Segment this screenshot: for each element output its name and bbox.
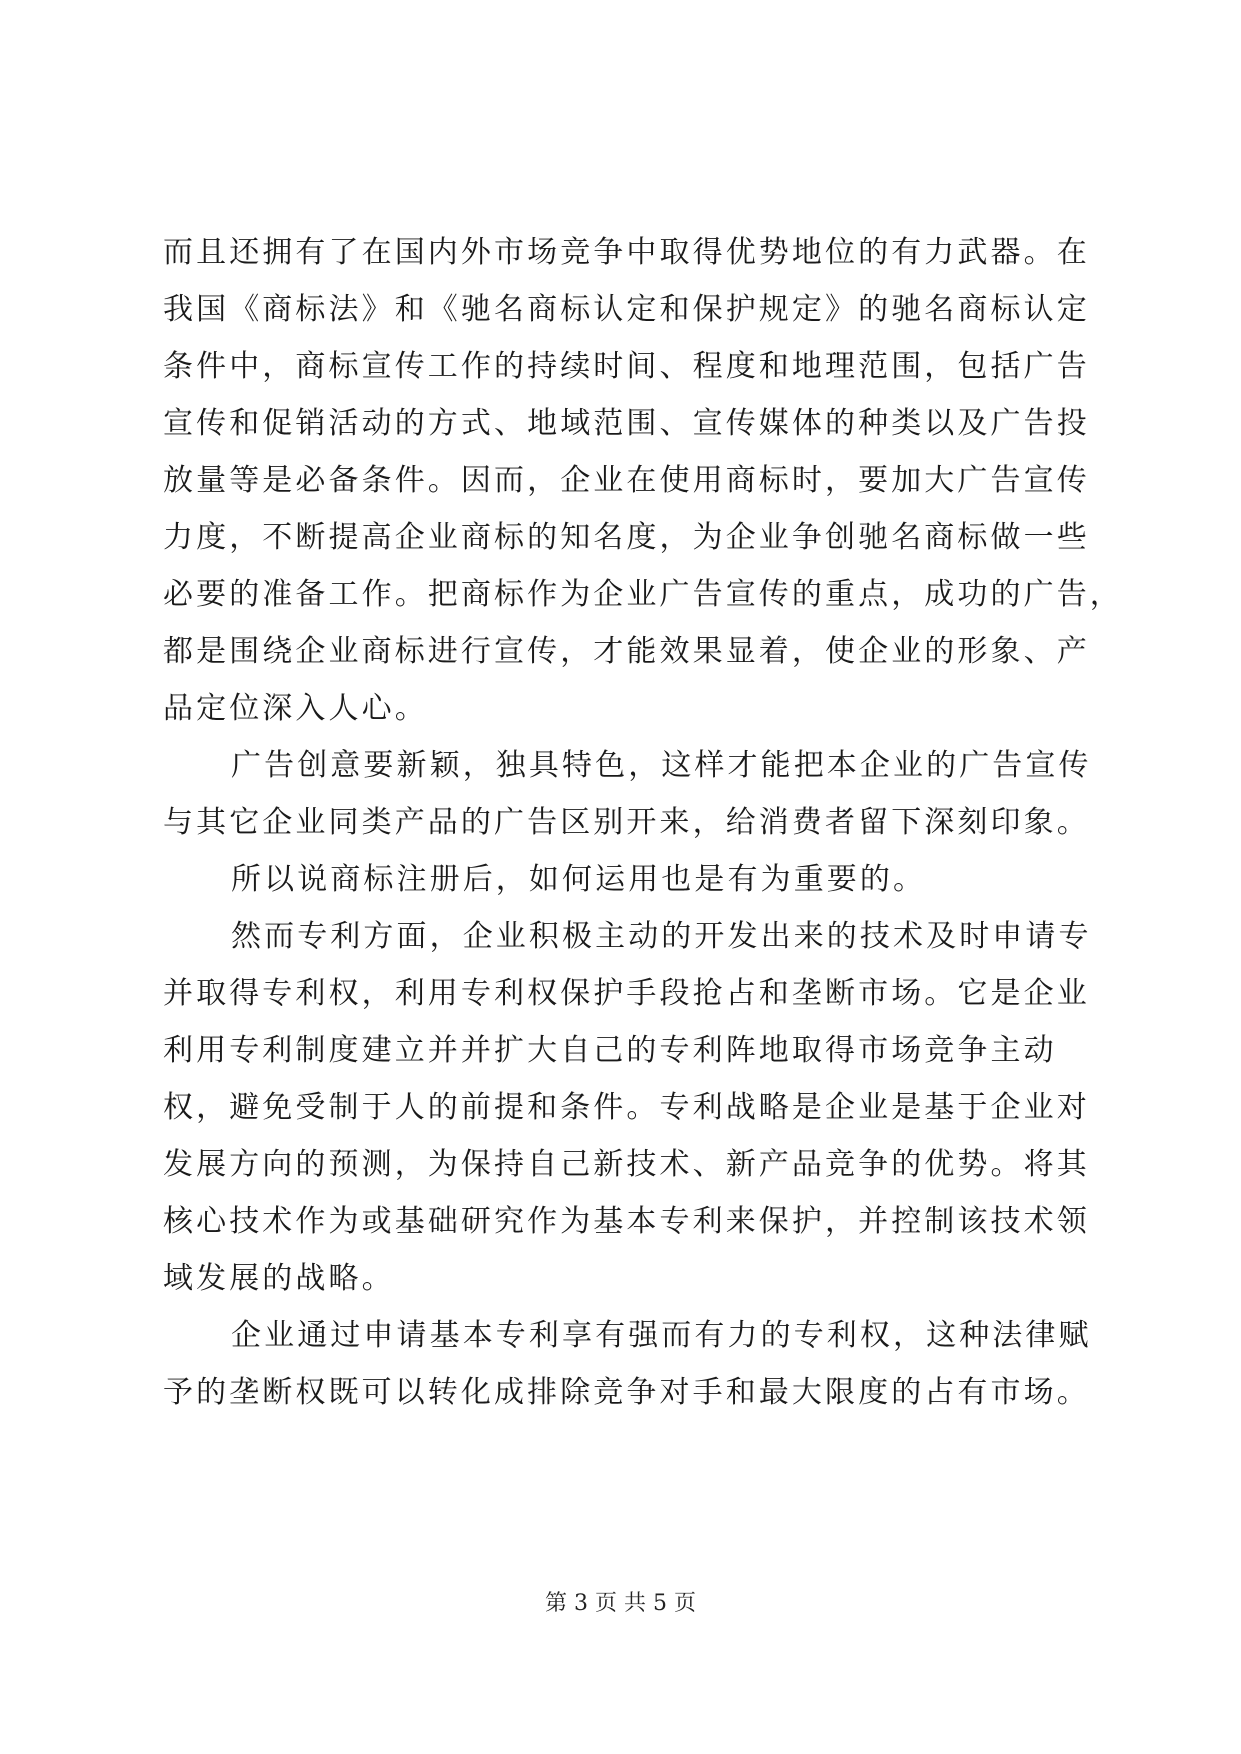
text-line: 都是围绕企业商标进行宣传，才能效果显着，使企业的形象、产: [163, 634, 1090, 669]
text-line: 利用专利制度建立并并扩大自己的专利阵地取得市场竞争主动: [163, 1033, 1057, 1068]
text-line: 条件中，商标宣传工作的持续时间、程度和地理范围，包括广告: [163, 349, 1090, 384]
text-line: 与其它企业同类产品的广告区别开来，给消费者留下深刻印象。: [163, 805, 1090, 840]
text-line: 核心技术作为或基础研究作为基本专利来保护，并控制该技术领: [163, 1204, 1090, 1239]
text-line: 而且还拥有了在国内外市场竞争中取得优势地位的有力武器。在: [163, 235, 1090, 270]
text-line: 并取得专利权，利用专利权保护手段抢占和垄断市场。它是企业: [163, 976, 1090, 1011]
text-line: 域发展的战略。: [163, 1261, 395, 1296]
text-line: 宣传和促销活动的方式、地域范围、宣传媒体的种类以及广告投: [163, 406, 1090, 441]
text-line: 予的垄断权既可以转化成排除竞争对手和最大限度的占有市场。: [163, 1375, 1090, 1410]
text-line: 权，避免受制于人的前提和条件。专利战略是企业是基于企业对: [163, 1090, 1090, 1125]
text-line: 发展方向的预测，为保持自己新技术、新产品竞争的优势。将其: [163, 1147, 1090, 1182]
text-line: 所以说商标注册后，如何运用也是有为重要的。: [231, 862, 927, 897]
text-line: 必要的准备工作。把商标作为企业广告宣传的重点，成功的广告，: [163, 577, 1123, 612]
text-line: 广告创意要新颖，独具特色，这样才能把本企业的广告宣传: [231, 748, 1092, 783]
text-line: 放量等是必备条件。因而，企业在使用商标时，要加大广告宣传: [163, 463, 1090, 498]
text-line: 力度，不断提高企业商标的知名度，为企业争创驰名商标做一些: [163, 520, 1090, 555]
page-number-footer: 第 3 页 共 5 页: [545, 1591, 696, 1616]
text-line: 企业通过申请基本专利享有强而有力的专利权，这种法律赋: [231, 1318, 1092, 1353]
text-line: 品定位深入人心。: [163, 691, 428, 726]
text-line: 然而专利方面，企业积极主动的开发出来的技术及时申请专: [231, 919, 1092, 954]
text-line: 我国《商标法》和《驰名商标认定和保护规定》的驰名商标认定: [163, 292, 1090, 327]
